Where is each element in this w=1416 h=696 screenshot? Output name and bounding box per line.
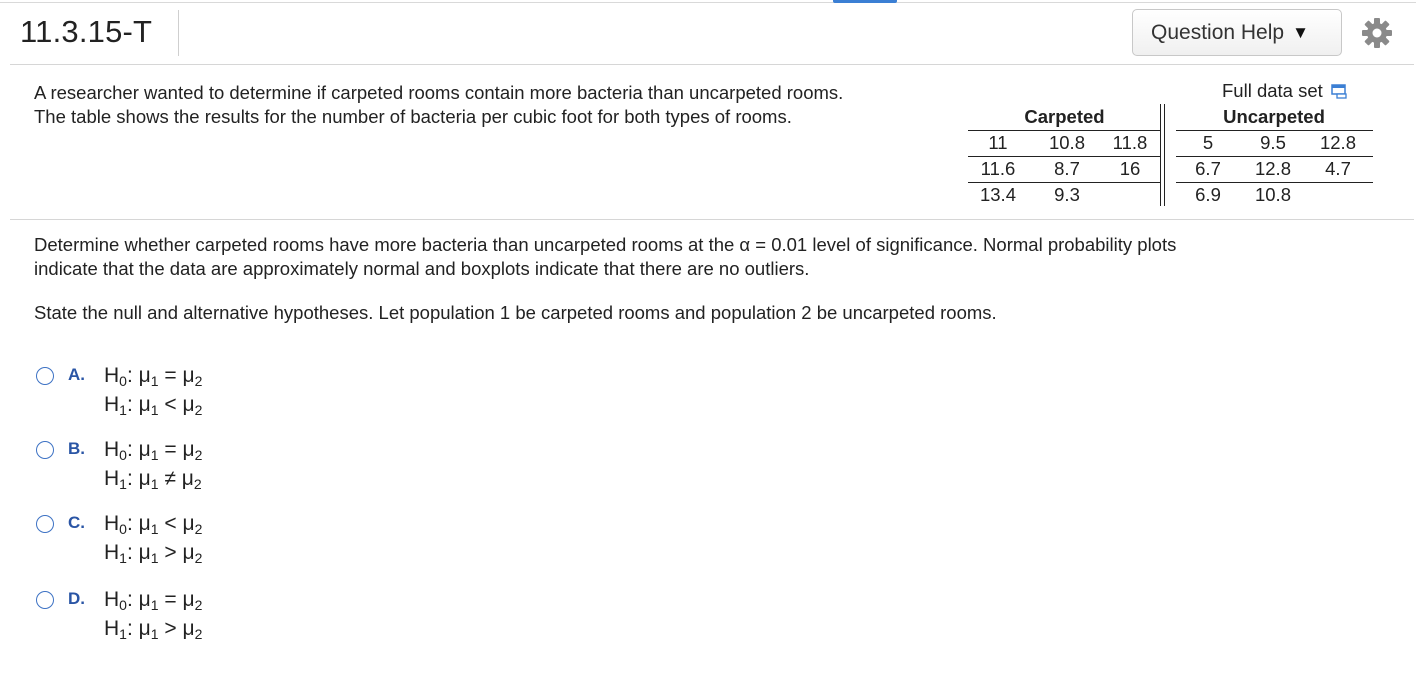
radio-button-c[interactable] [36, 515, 54, 533]
table-cell: 6.7 [1195, 158, 1221, 179]
problem-intro [34, 81, 954, 129]
full-data-set-link[interactable] [1222, 80, 1347, 102]
table-cell: 10.8 [1048, 132, 1085, 153]
intro-line-1: A researcher wanted to determine if carpeted rooms contain more bacteria than uncarpeted rooms. [34, 82, 844, 103]
option-letter: D. [68, 589, 85, 608]
table-cell: 12.8 [1254, 158, 1291, 179]
dropdown-caret-icon: ▼ [1292, 22, 1309, 42]
table-cell: 4.7 [1325, 158, 1351, 179]
intro-line-2: The table shows the results for the number of bacteria per cubic foot for both types of rooms. [34, 106, 792, 127]
alternative-hypothesis: $H_1$: $\mu_1 > \mu_2$ [104, 617, 203, 642]
radio-button-b[interactable] [36, 441, 54, 459]
question-help-button[interactable] [1132, 9, 1342, 56]
progress-accent [833, 0, 897, 3]
table-rule-mid [968, 156, 1160, 157]
table-rule-mid [1176, 156, 1373, 157]
table-rule-bottom [968, 182, 1160, 183]
table-cell: 11.6 [980, 158, 1016, 179]
table-cell: 11 [988, 132, 1008, 153]
alternative-hypothesis: $H_1$: $\mu_1 > \mu_2$ [104, 541, 203, 566]
null-hypothesis: $H_0$: $\mu_1 = \mu_2$ [104, 438, 203, 463]
table-rule-bottom [1176, 182, 1373, 183]
table-divider [1164, 104, 1165, 206]
table-rule-top [968, 130, 1160, 131]
popout-icon [1331, 84, 1347, 99]
top-border [0, 2, 1416, 3]
table-cell: 13.4 [979, 184, 1016, 205]
option-letter: A. [68, 365, 85, 384]
option-letter: B. [68, 439, 85, 458]
question-instruction: State the null and alternative hypotheses. Let population 1 be carpeted rooms and population 2 be uncarpeted rooms. [34, 302, 997, 323]
table-cell: 12.8 [1319, 132, 1356, 153]
full-data-set-label: Full data set [1222, 80, 1323, 101]
table-divider [1160, 104, 1161, 206]
table-cell: 6.9 [1195, 184, 1221, 205]
question-text [34, 233, 1374, 281]
option-letter: C. [68, 513, 85, 532]
question-id: 11.3.15-T [20, 14, 153, 49]
table-cell: 10.8 [1254, 184, 1291, 205]
table-cell: 9.5 [1260, 132, 1286, 153]
radio-button-a[interactable] [36, 367, 54, 385]
table-rule-top [1176, 130, 1373, 131]
null-hypothesis: $H_0$: $\mu_1 = \mu_2$ [104, 364, 203, 389]
answer-option-c[interactable] [36, 513, 336, 573]
null-hypothesis: $H_0$: $\mu_1 = \mu_2$ [104, 588, 203, 613]
null-hypothesis: $H_0$: $\mu_1 < \mu_2$ [104, 512, 203, 537]
radio-button-d[interactable] [36, 591, 54, 609]
table-cell: 5 [1202, 132, 1214, 153]
header-divider [178, 10, 179, 56]
table-cell: 9.3 [1054, 184, 1080, 205]
question-line-2: indicate that the data are approximately normal and boxplots indicate that there are no outliers. [34, 258, 810, 279]
table-cell: 11.8 [1112, 132, 1148, 153]
answer-option-a[interactable] [36, 365, 336, 425]
answer-option-d[interactable] [36, 589, 336, 649]
alternative-hypothesis: $H_1$: $\mu_1 \ne \mu_2$ [104, 467, 202, 492]
table-cell: 8.7 [1054, 158, 1080, 179]
gear-icon[interactable] [1359, 15, 1395, 51]
alternative-hypothesis: $H_1$: $\mu_1 < \mu_2$ [104, 393, 203, 418]
answer-option-b[interactable] [36, 439, 336, 499]
carpeted-header: Carpeted [1024, 106, 1105, 127]
table-cell: 16 [1119, 158, 1141, 179]
uncarpeted-header: Uncarpeted [1223, 106, 1325, 127]
header-rule [10, 64, 1414, 65]
question-help-label: Question Help [1151, 20, 1285, 44]
question-line-1: Determine whether carpeted rooms have more bacteria than uncarpeted rooms at the α = 0.01 level of significance. Normal probability plots [34, 234, 1177, 255]
section-rule [10, 219, 1414, 220]
